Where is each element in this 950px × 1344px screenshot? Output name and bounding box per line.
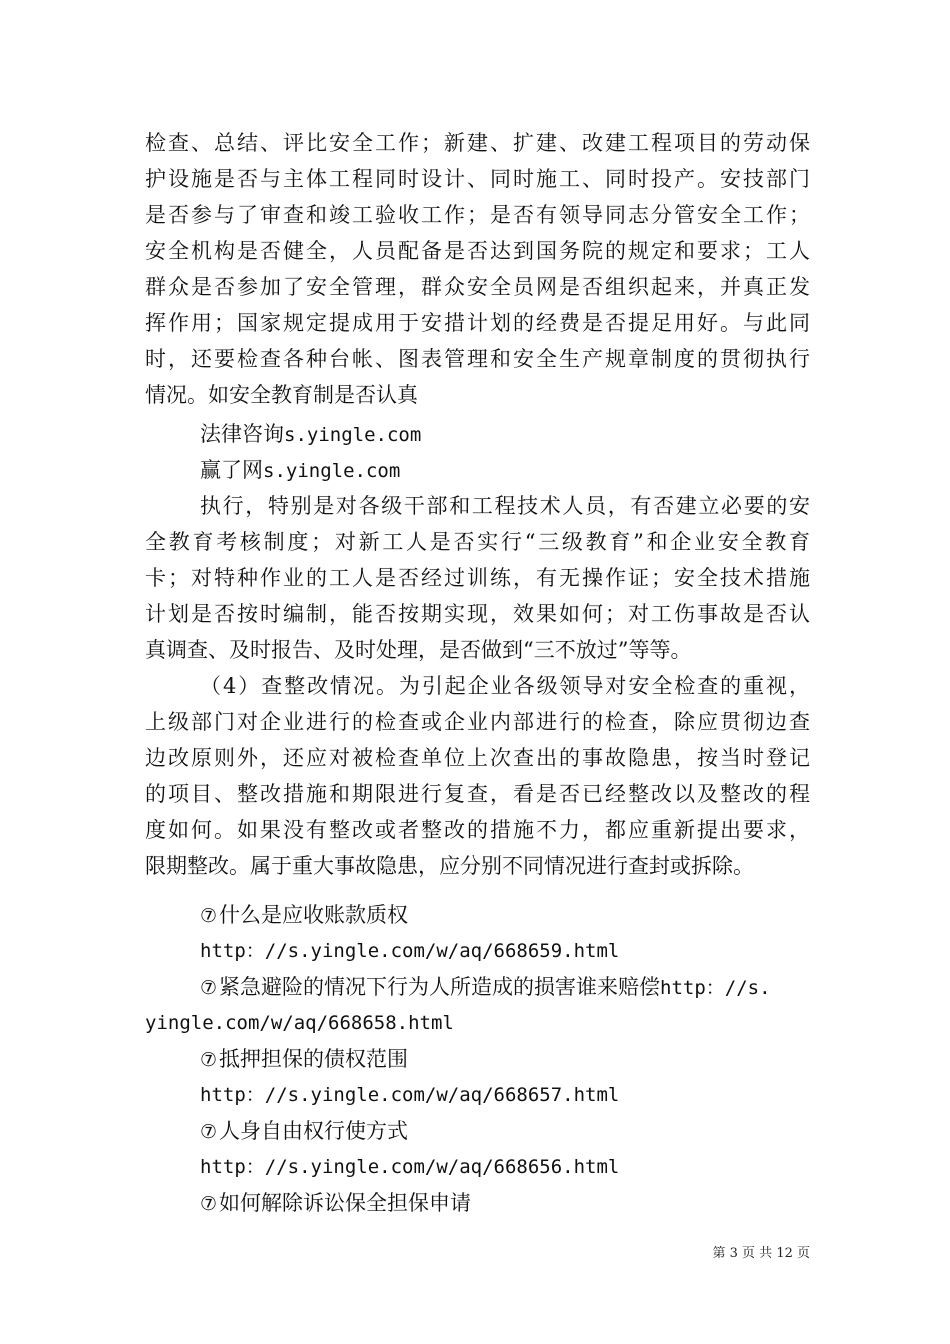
site-link-yingle[interactable] xyxy=(200,452,810,488)
clock-bullet-icon: ⑦ xyxy=(200,1121,218,1143)
related-link-title: 如何解除诉讼保全担保申请 xyxy=(219,1191,472,1215)
related-link-item[interactable] xyxy=(200,969,810,1005)
text-line: 的项目、整改措施和期限进行复查，看是否已经整改以及整改的程 xyxy=(145,782,810,806)
site-link-label: 法律咨询 xyxy=(200,422,284,446)
text-line: 护设施是否与主体工程同时设计、同时施工、同时投产。安技部门 xyxy=(145,167,810,191)
related-link-url[interactable]: http：//s. xyxy=(660,977,771,999)
site-link-label: 赢了网 xyxy=(200,458,263,482)
related-link-url[interactable]: http：//s.yingle.com/w/aq/668659.html xyxy=(200,940,620,962)
site-link-legal-consult[interactable] xyxy=(200,416,810,452)
text-line: 群众是否参加了安全管理，群众安全员网是否组织起来，并真正发 xyxy=(145,275,810,299)
site-link-url: s.yingle.com xyxy=(263,460,401,482)
clock-bullet-icon: ⑦ xyxy=(200,977,218,999)
text-line: 执行，特别是对各级干部和工程技术人员，有否建立必要的安 xyxy=(200,494,810,518)
text-line: 限期整改。属于重大事故隐患，应分别不同情况进行查封或拆除。 xyxy=(145,854,754,878)
related-link-url[interactable]: yingle.com/w/aq/668658.html xyxy=(145,1012,454,1034)
related-link-title: 人身自由权行使方式 xyxy=(219,1119,409,1143)
clock-bullet-icon: ⑦ xyxy=(200,1049,218,1071)
related-link-item[interactable] xyxy=(200,897,810,933)
related-link-title: 抵押担保的债权范围 xyxy=(219,1047,409,1071)
text-line: 计划是否按时编制，能否按期实现，效果如何；对工伤事故是否认 xyxy=(145,602,810,626)
text-line: 检查、总结、评比安全工作；新建、扩建、改建工程项目的劳动保 xyxy=(145,131,810,155)
clock-bullet-icon: ⑦ xyxy=(200,905,218,927)
related-link-title: 什么是应收账款质权 xyxy=(219,903,409,927)
text-line: 度如何。如果没有整改或者整改的措施不力，都应重新提出要求， xyxy=(145,818,810,842)
text-line: （4）查整改情况。为引起企业各级领导对安全检查的重视， xyxy=(200,674,810,698)
related-link-url[interactable]: http：//s.yingle.com/w/aq/668656.html xyxy=(200,1156,620,1178)
site-link-url: s.yingle.com xyxy=(284,424,422,446)
text-line: 情况。如安全教育制是否认真 xyxy=(145,383,418,407)
text-line: 安全机构是否健全，人员配备是否达到国务院的规定和要求；工人 xyxy=(145,239,810,263)
text-line: 真调查、及时报告、及时处理，是否做到“三不放过”等等。 xyxy=(145,638,692,662)
text-line: 挥作用；国家规定提成用于安措计划的经费是否提足用好。与此同 xyxy=(145,311,810,335)
related-link-item[interactable] xyxy=(200,1185,810,1221)
related-link-item[interactable] xyxy=(200,1041,810,1077)
related-link-url[interactable]: http：//s.yingle.com/w/aq/668657.html xyxy=(200,1084,620,1106)
text-line: 全教育考核制度；对新工人是否实行“三级教育”和企业安全教育 xyxy=(145,530,810,554)
text-line: 卡；对特种作业的工人是否经过训练，有无操作证；安全技术措施 xyxy=(145,566,810,590)
related-link-item[interactable] xyxy=(200,1113,810,1149)
related-link-title: 紧急避险的情况下行为人所造成的损害谁来赔偿 xyxy=(219,975,661,999)
text-line: 边改原则外，还应对被检查单位上次查出的事故隐患，按当时登记 xyxy=(145,746,810,770)
text-line: 是否参与了审查和竣工验收工作；是否有领导同志分管安全工作； xyxy=(145,203,810,227)
clock-bullet-icon: ⑦ xyxy=(200,1193,218,1215)
text-line: 上级部门对企业进行的检查或企业内部进行的检查，除应贯彻边查 xyxy=(145,710,810,734)
page-number-footer: 第 3 页 共 12 页 xyxy=(712,1246,810,1261)
text-line: 时，还要检查各种台帐、图表管理和安全生产规章制度的贯彻执行 xyxy=(145,347,810,371)
